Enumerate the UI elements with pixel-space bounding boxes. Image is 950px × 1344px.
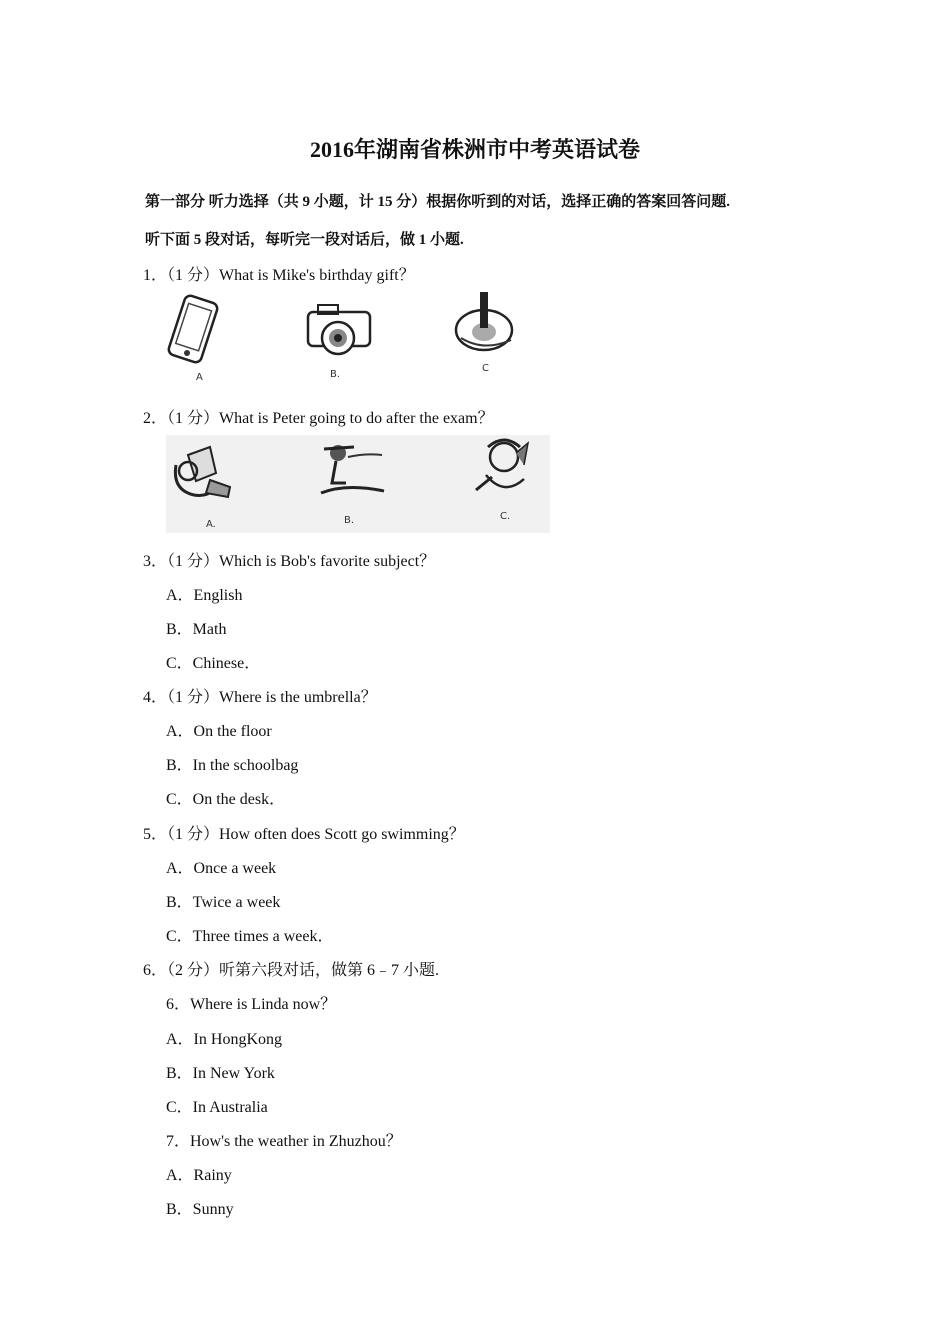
question-4-option-c: C．On the desk．	[166, 791, 286, 808]
sub-question-7-option-a: A．Rainy	[166, 1167, 232, 1184]
section-header: 第一部分 听力选择（共 9 小题，计 15 分）根据你听到的对话，选择正确的答案回答问题.	[145, 194, 731, 210]
question-1: 1．（1 分）What is Mike's birthday gift？	[143, 267, 415, 284]
question-4: 4．（1 分）Where is the umbrella？	[143, 689, 377, 706]
question-6: 6．（2 分）听第六段对话，做第 6﹣7 小题.	[143, 962, 440, 979]
question-4-option-b: B．In the schoolbag	[166, 757, 299, 774]
picture-label-a: A	[196, 372, 203, 383]
question-2: 2．（1 分）What is Peter going to do after the exam？	[143, 410, 494, 427]
question-3-option-a: A．English	[166, 587, 243, 604]
picture-label-a: A.	[206, 519, 216, 530]
picture-label-b: B.	[344, 515, 355, 526]
instruction: 听下面 5 段对话，每听完一段对话后，做 1 小题.	[145, 232, 464, 248]
question-5: 5．（1 分）How often does Scott go swimming？	[143, 826, 465, 843]
question-4-option-a: A．On the floor	[166, 723, 272, 740]
question-5-option-c: C．Three times a week．	[166, 928, 334, 945]
question-3-option-b: B．Math	[166, 621, 227, 638]
picture-label-b: B.	[330, 369, 341, 380]
question-5-option-b: B．Twice a week	[166, 894, 281, 911]
sub-question-6-option-b: B．In New York	[166, 1065, 275, 1082]
question-5-option-a: A．Once a week	[166, 860, 277, 877]
sub-question-6-option-a: A．In HongKong	[166, 1031, 282, 1048]
riding-icon	[321, 445, 384, 493]
picture-label-c: C.	[500, 511, 511, 522]
sub-question-7: 7．How's the weather in Zhuzhou？	[166, 1133, 402, 1150]
sub-question-6: 6．Where is Linda now？	[166, 996, 337, 1013]
sub-question-6-option-c: C．In Australia	[166, 1099, 268, 1116]
question-1-pictures	[166, 290, 546, 385]
question-2-pictures	[166, 435, 550, 533]
sub-question-7-option-b: B．Sunny	[166, 1201, 234, 1218]
picture-label-c: C	[482, 363, 489, 374]
page-title: 2016年湖南省株洲市中考英语试卷	[309, 137, 640, 162]
phone-icon	[167, 294, 218, 363]
question-3: 3．（1 分）Which is Bob's favorite subject？	[143, 553, 436, 570]
guitar-icon	[456, 292, 512, 350]
camera-icon	[308, 305, 370, 354]
reading-icon	[175, 447, 230, 497]
question-3-option-c: C．Chinese．	[166, 655, 261, 672]
listening-icon	[476, 440, 528, 490]
